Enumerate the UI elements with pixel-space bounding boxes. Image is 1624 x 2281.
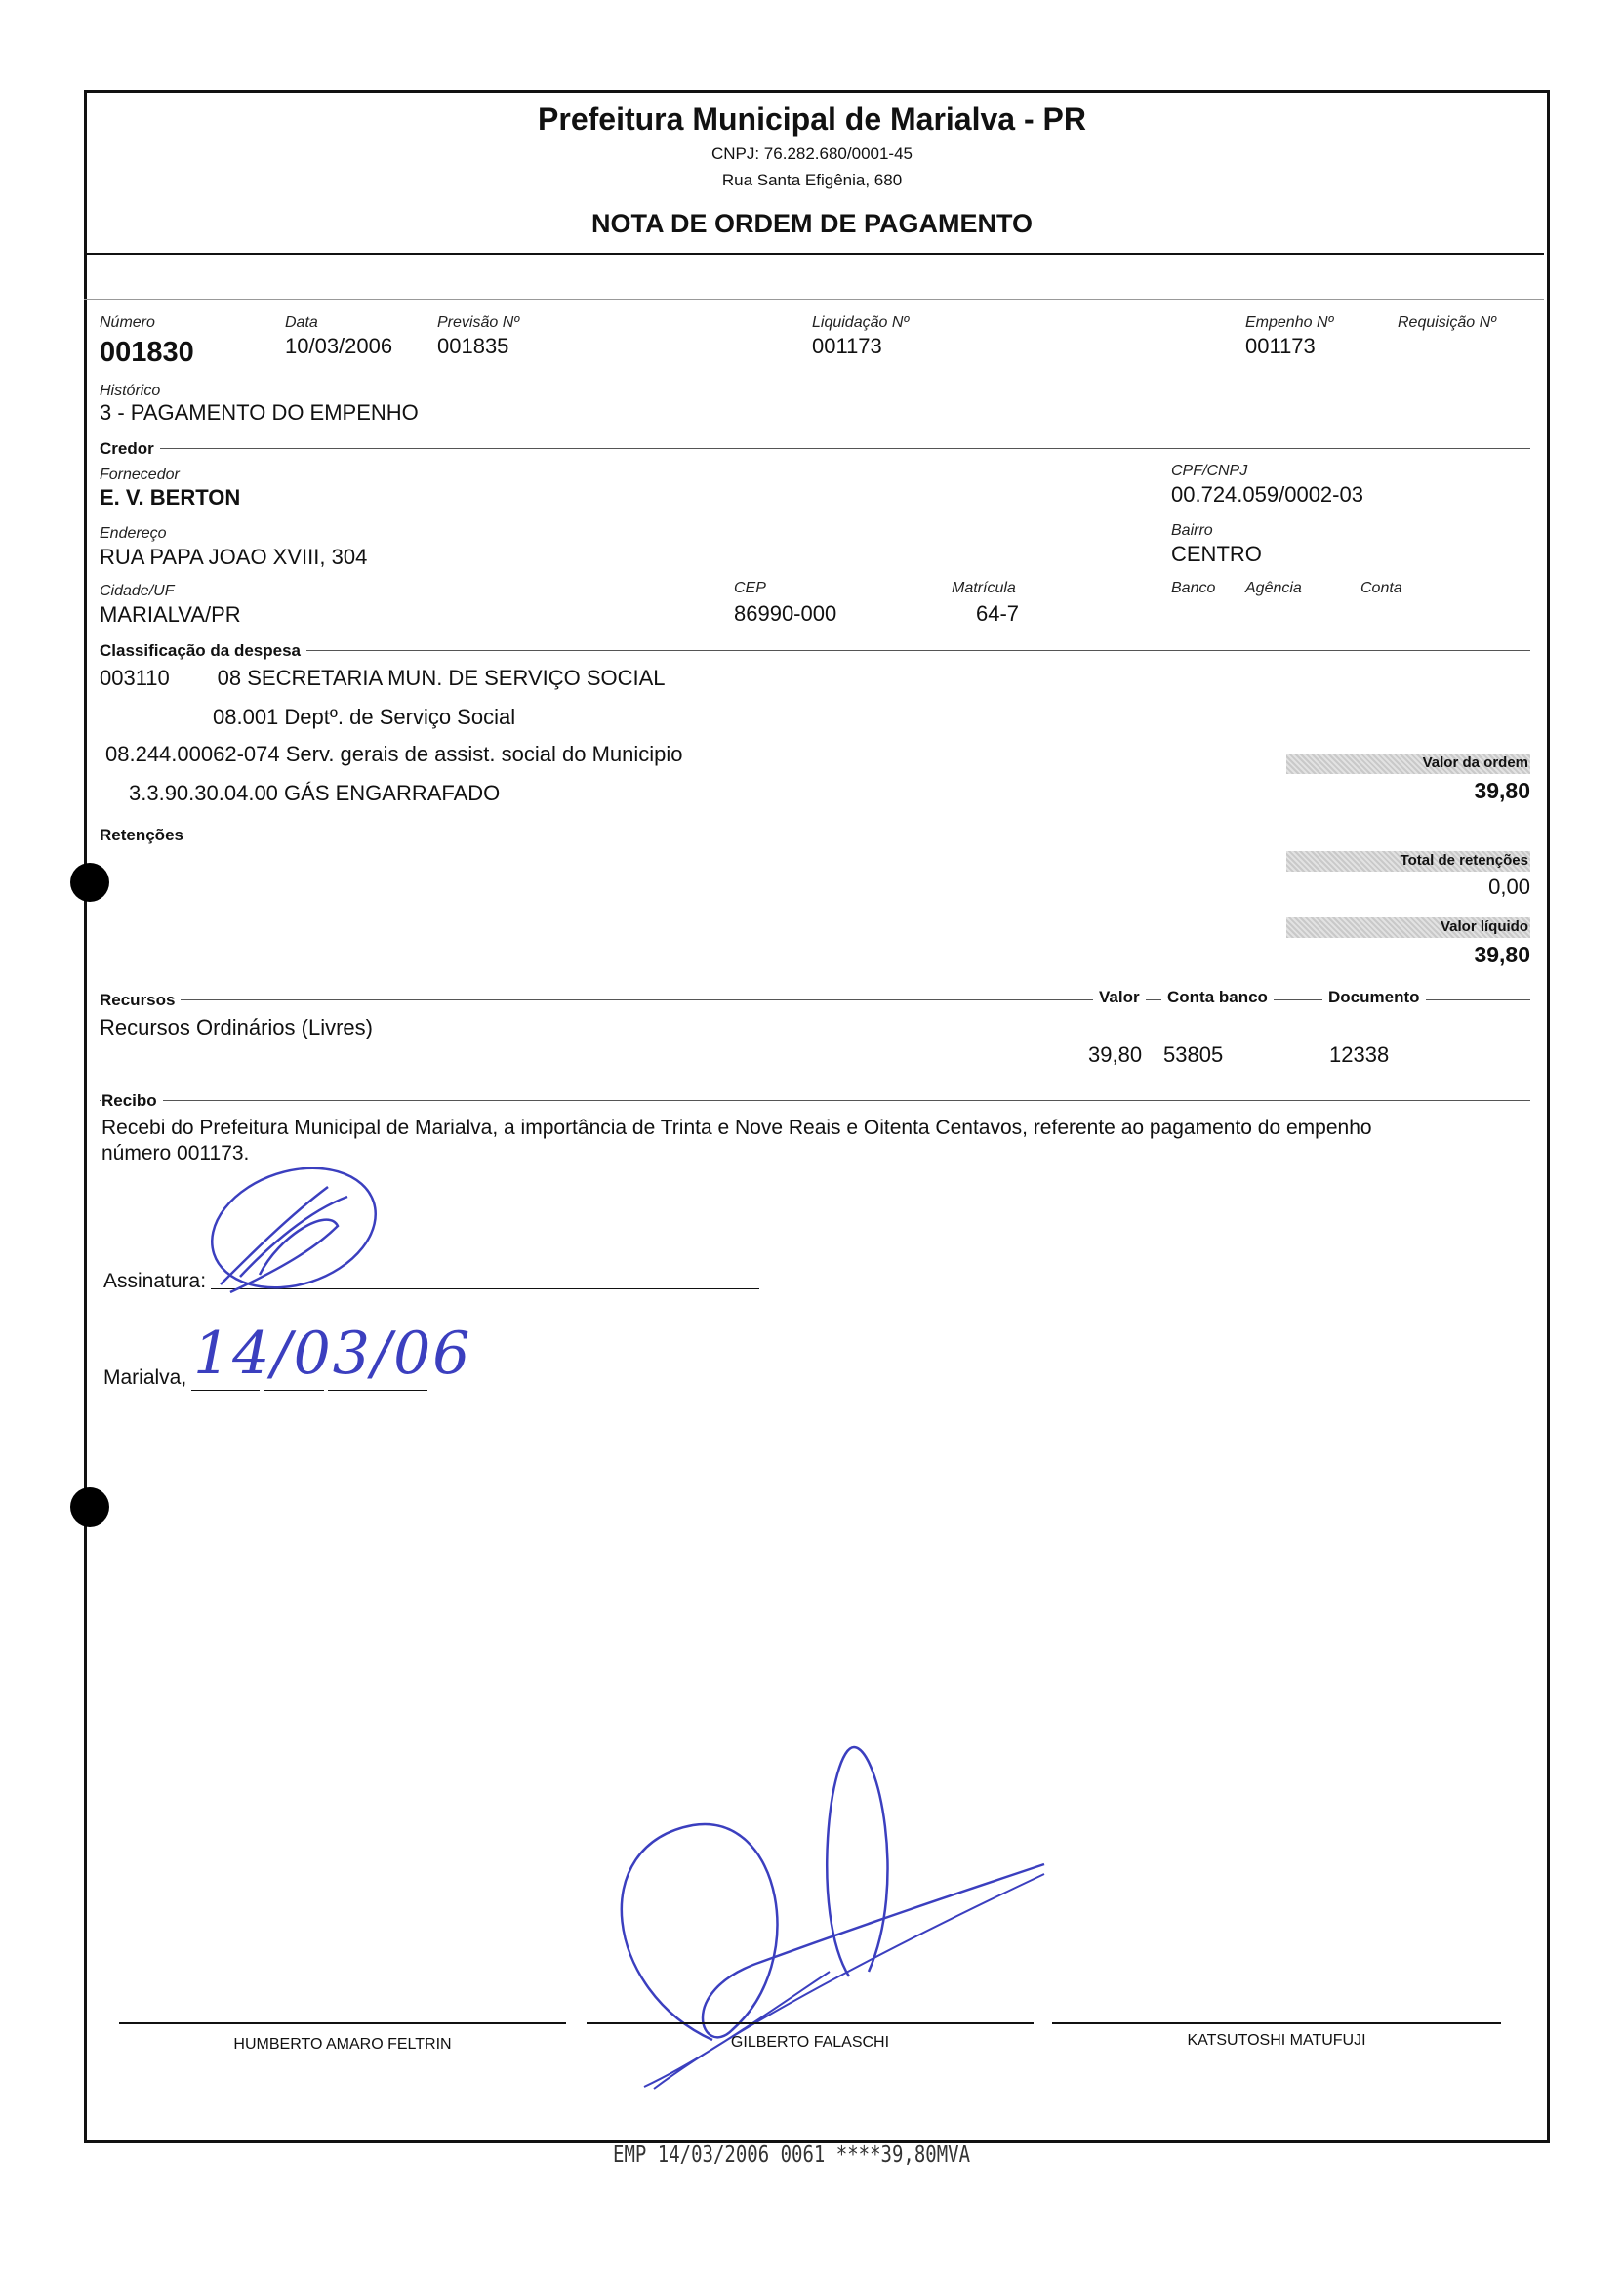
data-value: 10/03/2006: [285, 334, 393, 358]
cnpj-text: CNPJ: 76.282.680/0001-45: [710, 144, 914, 163]
cep-label: CEP: [734, 580, 766, 596]
bairro-label: Bairro: [1171, 522, 1213, 539]
document-title: NOTA DE ORDEM DE PAGAMENTO: [590, 209, 1033, 238]
recursos-conta: 53805: [1163, 1042, 1224, 1067]
recursos-valor: 39,80: [1088, 1042, 1143, 1067]
date-line-day: [191, 1390, 260, 1391]
valor-liquido-value: 39,80: [1474, 942, 1530, 967]
empenho-value: 001173: [1245, 334, 1316, 358]
fornecedor-value: E. V. BERTON: [100, 485, 241, 509]
date-line-month: [264, 1390, 324, 1391]
header-divider: [84, 253, 1544, 255]
retencoes-section-title: Retenções: [100, 826, 189, 845]
assinatura-label: Assinatura:: [103, 1270, 207, 1292]
requisicao-label: Requisição Nº: [1398, 314, 1496, 331]
data-label: Data: [285, 314, 318, 331]
conta-label: Conta: [1360, 580, 1402, 596]
historico-value: 3 - PAGAMENTO DO EMPENHO: [100, 400, 419, 425]
signature-line-3: [1052, 2022, 1501, 2024]
page-title: Prefeitura Municipal de Marialva - PR: [538, 102, 1086, 137]
signatory-1: HUMBERTO AMARO FELTRIN: [233, 2036, 452, 2053]
recursos-conta-header: Conta banco: [1161, 988, 1274, 1007]
agencia-label: Agência: [1245, 580, 1302, 596]
endereco-label: Endereço: [100, 525, 167, 542]
cidade-value: MARIALVA/PR: [100, 602, 241, 627]
liquidacao-label: Liquidação Nº: [812, 314, 910, 331]
recibo-section-title: Recibo: [102, 1091, 163, 1111]
bairro-value: CENTRO: [1171, 542, 1262, 566]
classificacao-line-4: 3.3.90.30.04.00 GÁS ENGARRAFADO: [129, 781, 501, 805]
endereco-value: RUA PAPA JOAO XVIII, 304: [100, 545, 368, 569]
valor-ordem-label: Valor da ordem: [1422, 754, 1528, 771]
recursos-documento: 12338: [1329, 1042, 1390, 1067]
valor-ordem-value: 39,80: [1474, 778, 1530, 803]
numero-value: 001830: [100, 337, 194, 368]
recibo-divider: [100, 1100, 1530, 1101]
classificacao-line-1: 003110 08 SECRETARIA MUN. DE SERVIÇO SOCIAL: [100, 666, 666, 690]
signatory-3: KATSUTOSHI MATUFUJI: [1187, 2032, 1366, 2049]
recursos-descricao: Recursos Ordinários (Livres): [100, 1015, 373, 1039]
local-label: Marialva,: [103, 1366, 187, 1389]
ident-divider: [84, 299, 1544, 300]
authority-signature: [586, 1737, 1054, 2108]
binder-hole-top: [70, 863, 109, 902]
classificacao-line-2: 08.001 Deptº. de Serviço Social: [213, 705, 516, 729]
valor-liquido-label: Valor líquido: [1440, 918, 1528, 935]
classificacao-divider: [100, 650, 1530, 651]
cidade-label: Cidade/UF: [100, 583, 175, 599]
address-text: Rua Santa Efigênia, 680: [721, 171, 903, 189]
recibo-text-line-1: Recebi do Prefeitura Municipal de Marialva, a importância de Trinta e Nove Reais e Oitenta Centavos, referente ao pagamento do empenho: [102, 1117, 1372, 1139]
liquidacao-value: 001173: [812, 334, 882, 358]
recipient-signature: [191, 1167, 377, 1304]
credor-section-title: Credor: [100, 439, 160, 459]
cpf-label: CPF/CNPJ: [1171, 463, 1248, 479]
recursos-section-title: Recursos: [100, 991, 181, 1010]
previsao-label: Previsão Nº: [437, 314, 520, 331]
signature-line-2: [587, 2022, 1034, 2024]
binder-hole-bottom: [70, 1487, 109, 1527]
total-retencoes-value: 0,00: [1488, 875, 1530, 899]
bank-stamp: EMP 14/03/2006 0061 ****39,80MVA: [613, 2141, 971, 2169]
credor-divider: [100, 448, 1530, 449]
matricula-value: 64-7: [976, 601, 1020, 626]
empenho-label: Empenho Nº: [1245, 314, 1334, 331]
classificacao-line-3: 08.244.00062-074 Serv. gerais de assist. social do Municipio: [105, 742, 683, 766]
fornecedor-label: Fornecedor: [100, 467, 180, 483]
recursos-divider: [100, 999, 1530, 1000]
classificacao-section-title: Classificação da despesa: [100, 641, 306, 661]
numero-label: Número: [100, 314, 155, 331]
signature-line-1: [119, 2022, 566, 2024]
recibo-text-line-2: número 001173.: [102, 1142, 250, 1164]
recursos-documento-header: Documento: [1322, 988, 1426, 1007]
previsao-value: 001835: [437, 334, 509, 358]
historico-label: Histórico: [100, 383, 161, 399]
banco-label: Banco: [1171, 580, 1216, 596]
matricula-label: Matrícula: [952, 580, 1016, 596]
cpf-value: 00.724.059/0002-03: [1171, 482, 1363, 507]
recursos-valor-header: Valor: [1093, 988, 1146, 1007]
handwritten-date: 14/03/06: [193, 1320, 472, 1388]
total-retencoes-label: Total de retenções: [1400, 852, 1528, 869]
signatory-2: GILBERTO FALASCHI: [730, 2034, 890, 2051]
date-line-year: [328, 1390, 427, 1391]
cep-value: 86990-000: [734, 601, 837, 626]
